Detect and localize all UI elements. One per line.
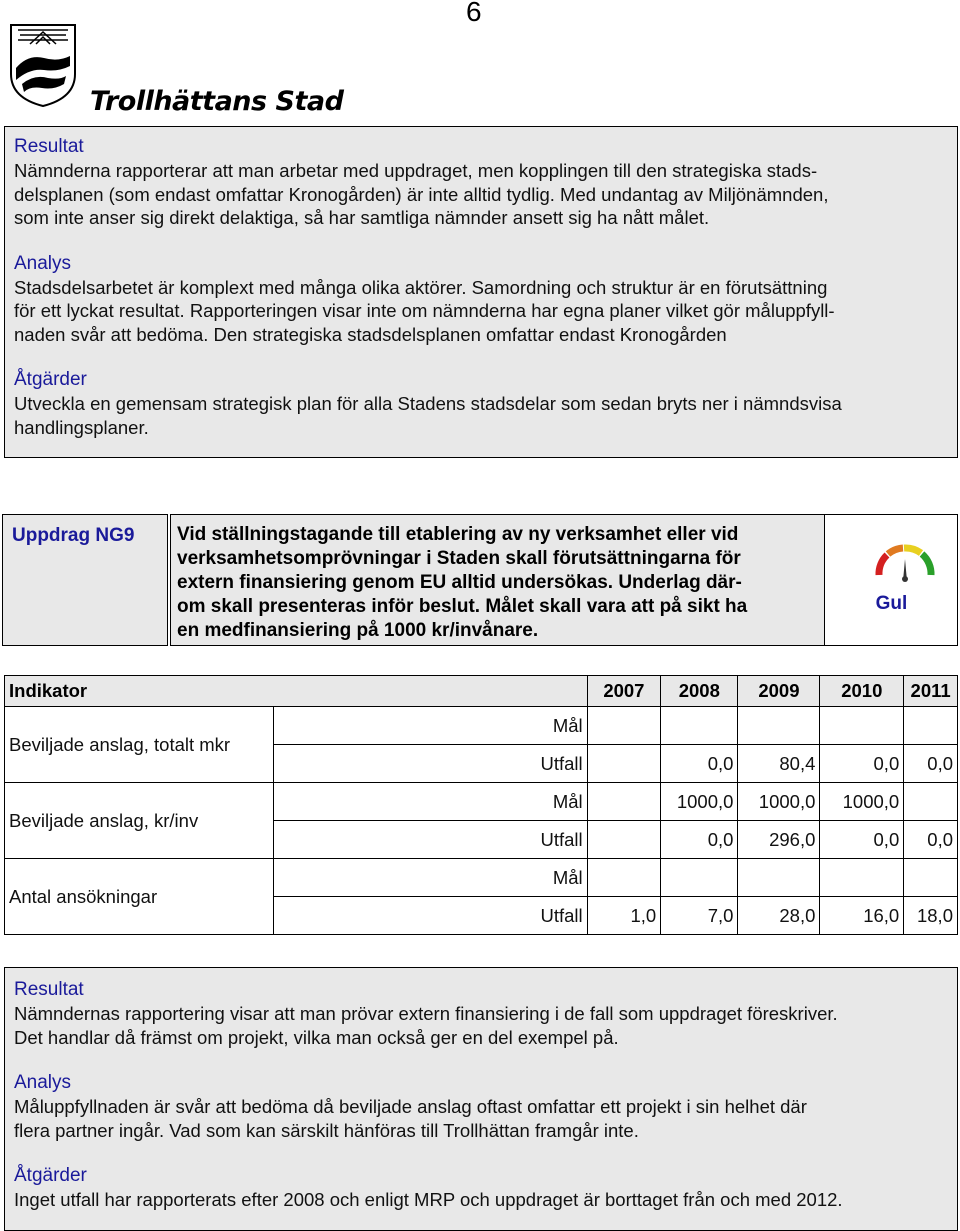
indicator-table xyxy=(4,675,958,935)
mal-label: Mål xyxy=(274,859,588,897)
text-line: Det handlar då främst om projekt, vilka man också ger en del exempel på. xyxy=(14,1026,619,1048)
analys-text xyxy=(14,276,948,347)
atgarder-heading: Åtgärder xyxy=(14,1165,87,1186)
gauge-icon xyxy=(873,539,937,583)
status-cell xyxy=(825,514,958,646)
year-header: 2011 xyxy=(904,676,958,707)
text-line: Nämnderna rapporterar att man arbetar med uppdraget, men kopplingen till den strategiska stads- xyxy=(14,160,818,181)
section-resultat-2 xyxy=(4,967,958,1231)
table-cell: 18,0 xyxy=(904,897,958,935)
utfall-label: Utfall xyxy=(274,897,588,935)
text-line: Nämndernas rapportering visar att man prövar extern finansiering i de fall som uppdraget föreskriver. xyxy=(14,1003,838,1024)
table-header-row xyxy=(5,676,958,707)
indicator-name: Beviljade anslag, kr/inv xyxy=(5,783,274,859)
table-cell xyxy=(587,821,661,859)
year-header: 2008 xyxy=(661,676,738,707)
table-row xyxy=(5,783,958,821)
table-cell: 0,0 xyxy=(820,821,904,859)
year-header: 2010 xyxy=(820,676,904,707)
table-cell: 0,0 xyxy=(661,821,738,859)
analys-text xyxy=(14,1095,948,1142)
analys-heading: Analys xyxy=(14,1072,72,1093)
indikator-header: Indikator xyxy=(5,676,588,707)
logo-text: Trollhättans Stad xyxy=(90,86,344,117)
mal-label: Mål xyxy=(274,707,588,745)
table-cell xyxy=(661,859,738,897)
text-line: om skall presenteras inför beslut. Målet skall vara att på sikt ha xyxy=(177,596,748,617)
text-line: Måluppfyllnaden är svår att bedöma då beviljade anslag oftast omfattar ett projekt i sin helhet där xyxy=(14,1096,807,1117)
uppdrag-description xyxy=(170,514,825,646)
utfall-label: Utfall xyxy=(274,821,588,859)
indicator-name: Beviljade anslag, totalt mkr xyxy=(5,707,274,783)
uppdrag-label: Uppdrag NG9 xyxy=(2,514,168,646)
table-cell: 1000,0 xyxy=(738,783,820,821)
table-cell: 1000,0 xyxy=(820,783,904,821)
atgarder-heading: Åtgärder xyxy=(14,369,87,390)
text-line: Inget utfall har rapporterats efter 2008 och enligt MRP och uppdraget är borttaget från och med 2012. xyxy=(14,1189,843,1210)
text-line: Stadsdelsarbetet är komplext med många olika aktörer. Samordning och struktur är en förutsättning xyxy=(14,276,828,298)
table-row xyxy=(5,707,958,745)
status-label: Gul xyxy=(875,593,908,614)
table-cell xyxy=(587,707,661,745)
table-cell xyxy=(904,707,958,745)
text-line: naden svår att bedöma. Den strategiska stadsdelsplanen omfattar endast Kronogården xyxy=(14,323,727,345)
page-number: 6 xyxy=(466,0,482,27)
table-cell: 296,0 xyxy=(738,821,820,859)
table-cell: 28,0 xyxy=(738,897,820,935)
resultat-text xyxy=(14,1002,948,1049)
utfall-label: Utfall xyxy=(274,745,588,783)
table-cell xyxy=(587,859,661,897)
table-cell: 80,4 xyxy=(738,745,820,783)
table-cell: 16,0 xyxy=(820,897,904,935)
text-line: en medfinansiering på 1000 kr/invånare. xyxy=(177,620,539,641)
text-line: extern finansiering genom EU alltid undersökas. Underlag där- xyxy=(177,572,742,593)
text-line: som inte anser sig direkt delaktiga, så har samtliga nämnder ansett sig ha nått målet. xyxy=(14,207,710,228)
resultat-text xyxy=(14,159,948,230)
table-cell xyxy=(587,783,661,821)
table-row xyxy=(5,859,958,897)
table-cell xyxy=(820,859,904,897)
text-line: handlingsplaner. xyxy=(14,416,149,438)
table-cell xyxy=(661,707,738,745)
analys-heading: Analys xyxy=(14,252,72,274)
year-header: 2009 xyxy=(738,676,820,707)
text-line: Vid ställningstagande till etablering av ny verksamhet eller vid xyxy=(177,524,739,545)
table-cell xyxy=(587,745,661,783)
uppdrag-row xyxy=(2,514,958,648)
table-cell xyxy=(738,859,820,897)
atgarder-text xyxy=(14,392,948,439)
year-header: 2007 xyxy=(587,676,661,707)
table-cell xyxy=(904,859,958,897)
resultat-heading: Resultat xyxy=(14,979,84,1000)
text-line: flera partner ingår. Vad som kan särskilt hänföras till Trollhättan framgår inte. xyxy=(14,1119,639,1141)
text-line: delsplanen (som endast omfattar Kronogården) är inte alltid tydlig. Med undantag av Miljönämnden, xyxy=(14,183,829,205)
table-cell: 7,0 xyxy=(661,897,738,935)
resultat-heading: Resultat xyxy=(14,136,84,157)
text-line: verksamhetsomprövningar i Staden skall förutsättningarna för xyxy=(177,548,741,569)
table-cell: 0,0 xyxy=(820,745,904,783)
trollhattan-logo xyxy=(8,22,344,117)
text-line: för ett lyckat resultat. Rapporteringen visar inte om nämnderna har egna planer vilket gör måluppfyll- xyxy=(14,300,835,321)
table-cell: 0,0 xyxy=(904,821,958,859)
table-cell xyxy=(820,707,904,745)
table-cell: 1,0 xyxy=(587,897,661,935)
table-cell xyxy=(738,707,820,745)
table-cell: 1000,0 xyxy=(661,783,738,821)
section-resultat-1 xyxy=(4,126,958,458)
mal-label: Mål xyxy=(274,783,588,821)
table-cell: 0,0 xyxy=(904,745,958,783)
indicator-name: Antal ansökningar xyxy=(5,859,274,935)
table-cell: 0,0 xyxy=(661,745,738,783)
text-line: Utveckla en gemensam strategisk plan för alla Stadens stadsdelar som sedan bryts ner i nämndsvisa xyxy=(14,393,842,414)
atgarder-text xyxy=(14,1188,948,1212)
table-cell xyxy=(904,783,958,821)
coat-of-arms-icon xyxy=(8,22,78,108)
